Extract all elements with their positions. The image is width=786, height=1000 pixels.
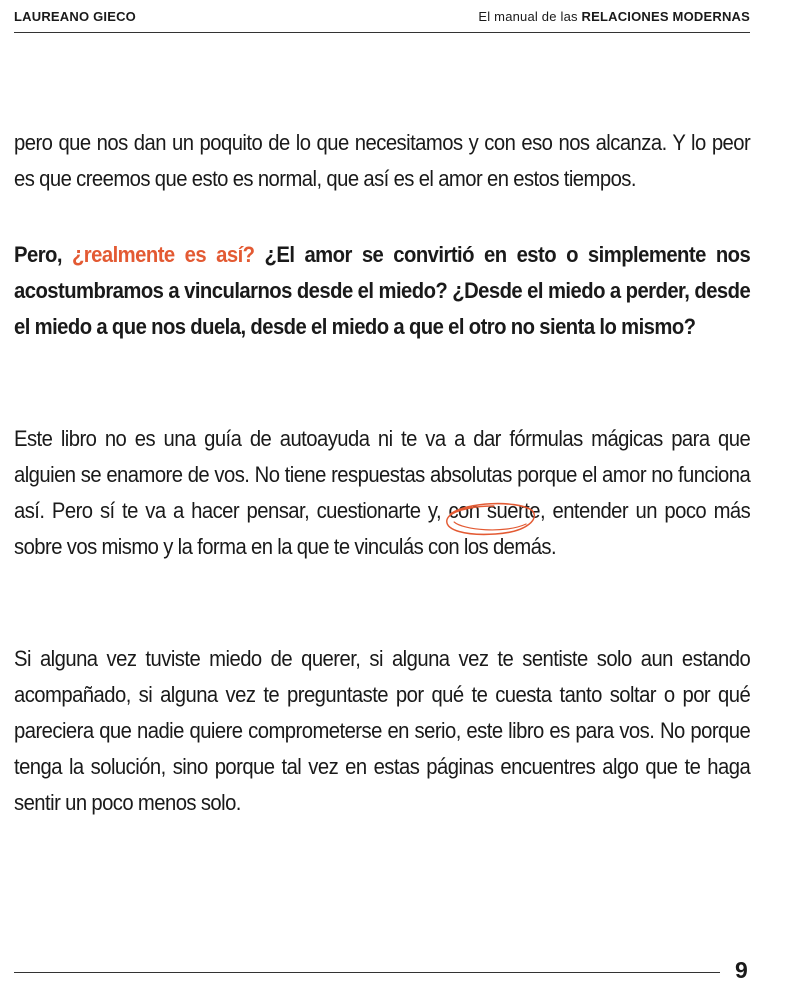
paragraph-4: Si alguna vez tuviste miedo de querer, si alguna vez te sentiste solo aun estando acompañado, si alguna vez te preguntaste por qué te cuesta tanto soltar o por qué pareciera que nadie quiere comprometerse en serio, este libro es para vos. No porque tenga la solución, sino porque tal vez en estas páginas encuentres algo que te haga sentir un poco menos solo. [14, 646, 751, 815]
paragraph-3-after: , entender un poco más sobre vos mismo y la forma en la que te vinculás con los demás. [14, 498, 751, 559]
paragraph-3-before: Este libro no es una guía de autoayuda ni te va a dar fórmulas mágicas para que alguien se enamore de vos. No tiene respuestas absolutas porque el amor no funciona así. Pero sí te va a hacer pensar, cuestionarte y, [14, 426, 751, 523]
paragraph-1: pero que nos dan un poquito de lo que necesitamos y con eso nos alcanza. Y lo peor es que creemos que esto es normal, que así es el amor en estos tiempos. [14, 130, 751, 191]
author-name: LAUREANO GIECO [14, 9, 136, 24]
circled-phrase [448, 498, 540, 523]
page-number: 9 [735, 957, 748, 983]
highlighted-question: ¿realmente es así? [71, 242, 255, 267]
running-header [14, 8, 750, 33]
paragraph-2 [14, 237, 750, 345]
paragraph-2-rest: ¿El amor se convirtió en esto o simplemente nos acostumbramos a vincularnos desde el miedo? ¿Desde el miedo a perder, desde el miedo a que nos duela, desde el miedo a que el otro no sienta lo mismo? [14, 242, 751, 339]
circled-phrase-text: con suerte [448, 498, 540, 523]
book-title [478, 9, 750, 24]
footer-rule [14, 972, 720, 973]
paragraph-2-lead: Pero, [14, 242, 72, 267]
book-title-emphasis: RELACIONES MODERNAS [581, 9, 750, 24]
paragraph-3 [14, 421, 750, 565]
book-title-prefix: El manual de las [478, 9, 582, 24]
